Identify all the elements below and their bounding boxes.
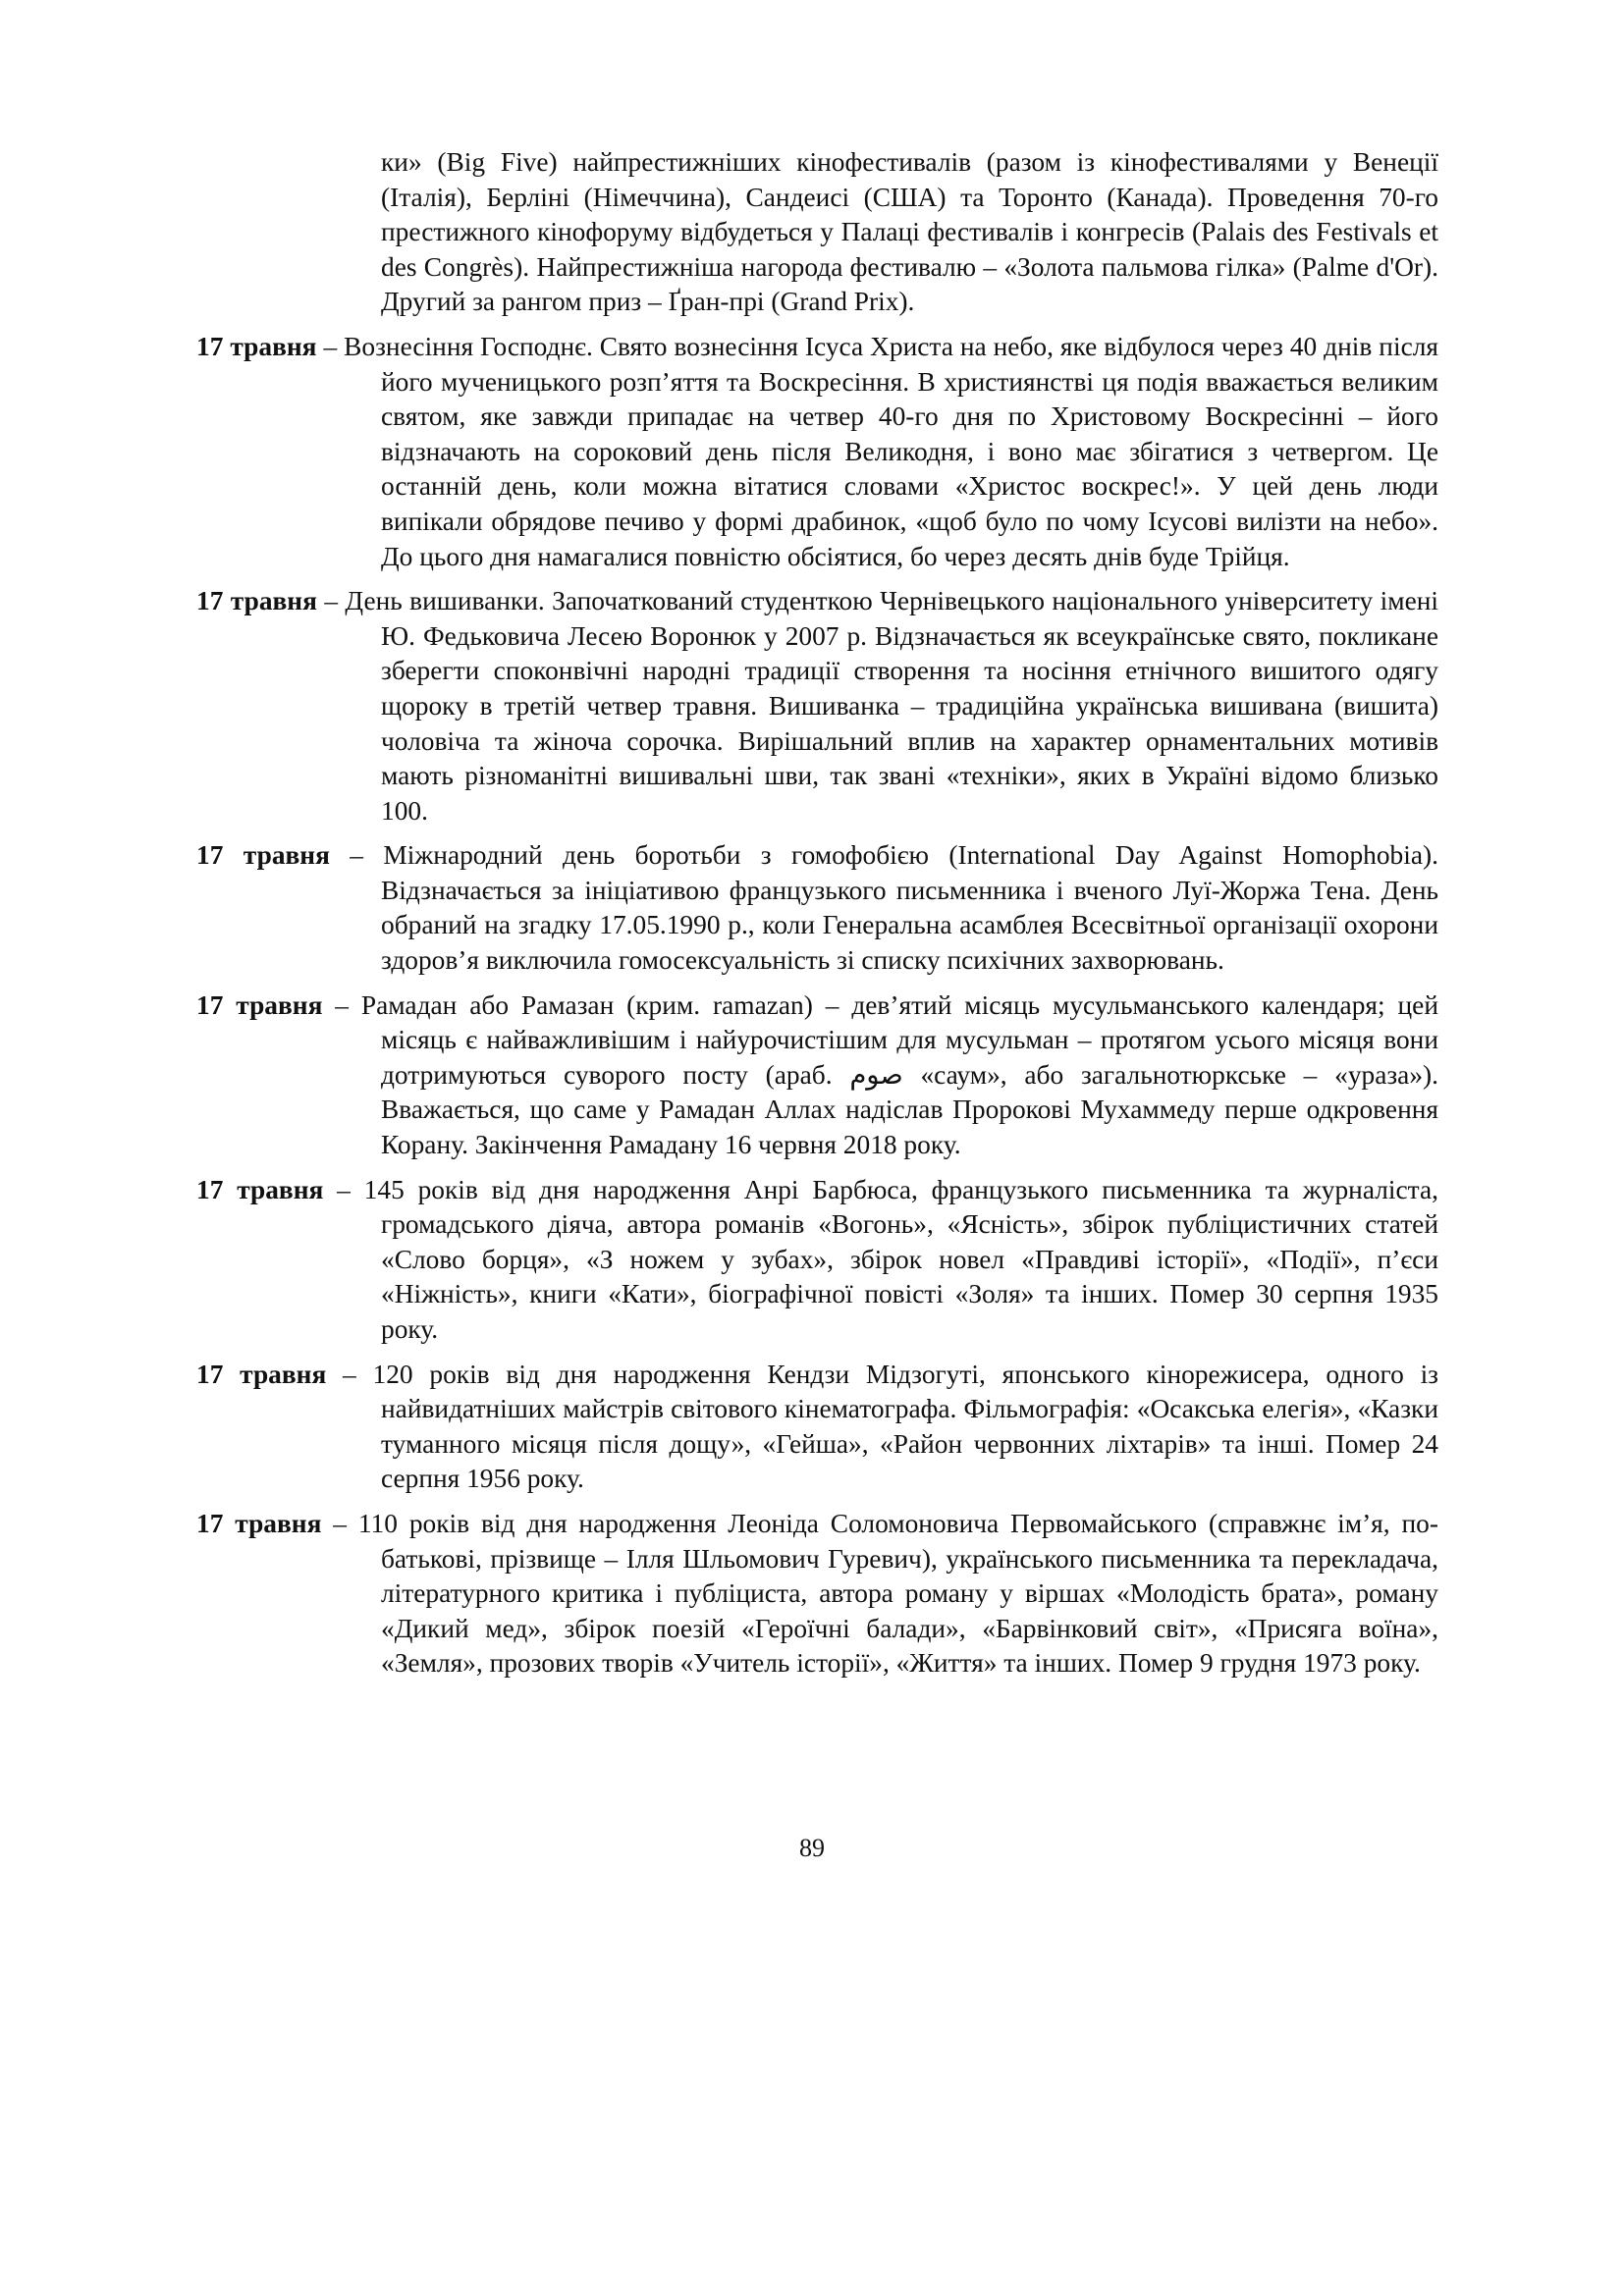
entry-text: – 110 років від дня народження Леоніда Соломоновича Первомайського (справжнє ім’я, по-батькові, прізвище – Ілля Шльомович Гуревич), українського письменника та перекладача, літературного критика і публіциста, автора роману у віршах «Молодість брата», роману «Дикий мед», збірок поезій «Героїчні балади», «Барвінковий світ», «Присяга воїна», «Земля», прозових творів «Учитель історії», «Життя» та інших. Помер 9 грудня 1973 року. <box>321 1508 1438 1679</box>
continued-paragraph: ки» (Big Five) найпрестижніших кінофестивалів (разом із кінофестивалями у Венеції (Італія), Берліні (Німеччина), Сандеисі (США) та Торонто (Канада). Проведення 70-го престижного кінофоруму відбудеться у Палаці фестивалів і конгресів (Palais des Festivals et des Congrès). Найпрестижніша нагорода фестивалю – «Золота пальмова гілка» (Palme d'Or). Другий за рангом приз – Ґран-прі (Grand Prix). <box>381 147 1438 317</box>
entry-date: 17 травня <box>196 331 317 361</box>
entry-date: 17 травня <box>196 1508 322 1538</box>
calendar-entry <box>196 330 1438 574</box>
entry-text: – Рамадан або Рамазан (крим. ramazan) – дев’ятий місяць мусульманського календаря; цей місяць є найважливішим і найурочистішим для мусульман – протягом усього місяця вони дотримуються суворого посту (араб. صوم «саум», або загальнотюркське – «ураза»). Вважається, що саме у Рамадан Аллах надіслав Пророкові Мухаммеду перше одкровення Корану. Закінчення Рамадану 16 червня 2018 року. <box>322 989 1439 1160</box>
calendar-entry <box>196 1173 1438 1348</box>
entry-text: – День вишиванки. Започаткований студенткою Чернівецького національного університету імені Ю. Федьковича Лесею Воронюк у 2007 р. Відзначається як всеукраїнське свято, покликане зберегти споконвічні народні традиції створення та носіння етнічного вишитого одягу щороку в третій четвер травня. Вишиванка – традиційна українська вишивана (вишита) чоловіча та жіноча сорочка. Вирішальний вплив на характер орнаментальних мотивів мають різноманітні вишивальні шви, так звані «техніки», яких в Україні відомо близько 100. <box>316 586 1438 826</box>
calendar-entry <box>196 988 1438 1163</box>
entry-date: 17 травня <box>196 1174 324 1204</box>
page-number: 89 <box>799 1834 825 1862</box>
page-body <box>196 145 1438 1691</box>
calendar-entry <box>196 584 1438 828</box>
entry-text: – 145 років від дня народження Анрі Барбюса, французького письменника та журналіста, громадського діяча, автора романів «Вогонь», «Ясність», збірок публіцистичних статей «Слово борця», «З ножем у зубах», збірок новел «Правдиві історії», «Події», п’єси «Ніжність», книги «Кати», біографічної повісті «Золя» та інших. Помер 30 серпня 1935 року. <box>323 1174 1438 1344</box>
entry-date: 17 травня <box>196 840 330 871</box>
calendar-entry <box>196 1358 1438 1497</box>
entry-text: – Міжнародний день боротьби з гомофобією (International Day Against Homophobia). Відзначається за ініціативою французького письменника і вченого Луї-Жоржа Тена. День обраний на згадку 17.05.1990 р., коли Генеральна асамблея Всесвітньої організації охорони здоров’я виключила гомосексуальність зі списку психічних захворювань. <box>329 840 1438 976</box>
calendar-entry <box>196 1507 1438 1682</box>
entry-text: – Вознесіння Господнє. Свято вознесіння Ісуса Христа на небо, яке відбулося через 40 днів після його мученицького розп’яття та Воскресіння. В християнстві ця подія вважається великим святом, яке завжди припадає на четвер 40-го дня по Христовому Воскресінні – його відзначають на сороковий день після Великодня, і воно має збігатися з четвергом. Це останній день, коли можна вітатися словами «Христос воскрес!». У цей день люди випікали обрядове печиво у формі драбинок, «щоб було по чому Ісусові вилізти на небо». До цього дня намагалися повністю обсіятися, бо через десять днів буде Трійця. <box>316 331 1438 571</box>
entry-date: 17 травня <box>196 989 323 1020</box>
entry-date: 17 травня <box>196 1359 327 1389</box>
entry-date: 17 травня <box>196 586 317 616</box>
calendar-entry <box>196 838 1438 978</box>
entry-text: – 120 років від дня народження Кендзи Мідзогуті, японського кінорежисера, одного із найвидатніших майстрів світового кінематографа. Фільмографія: «Осакська елегія», «Казки туманного місяця після дощу», «Гейша», «Район червонних ліхтарів» та інші. Помер 24 серпня 1956 року. <box>326 1359 1438 1494</box>
